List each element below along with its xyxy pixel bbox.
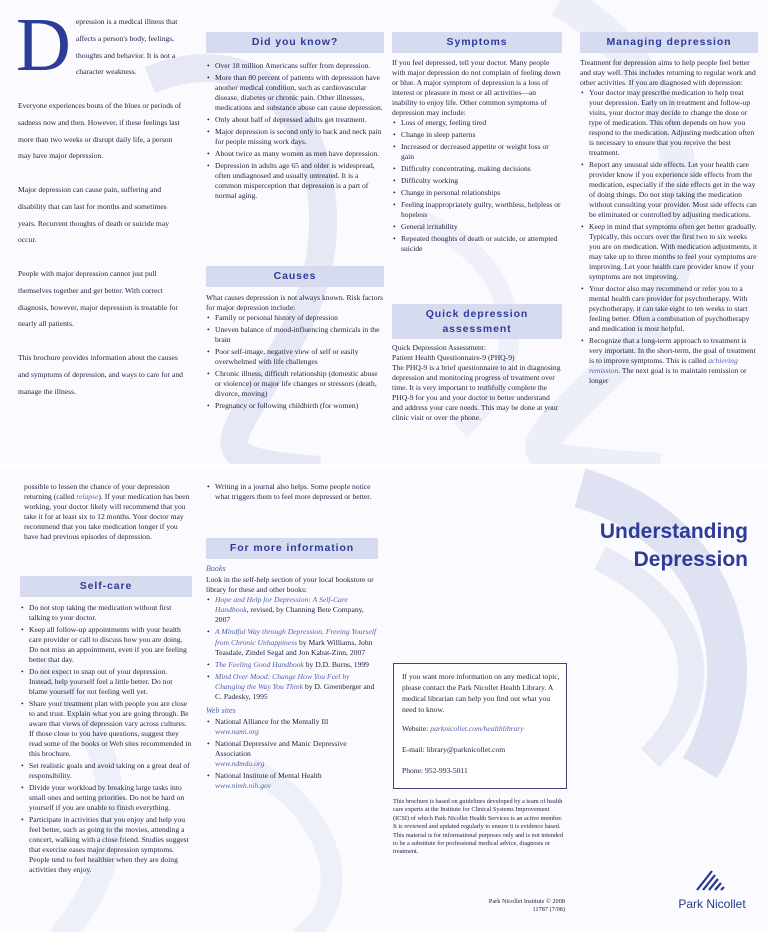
book-item: [206, 660, 378, 670]
website-name: National Institute of Mental Health: [215, 771, 322, 781]
list-item: • Writing in a journal also helps. Some people notice what triggers them to feel more depressed or better.: [206, 482, 376, 502]
quick-assessment-section: [392, 304, 562, 423]
book-item: [206, 672, 378, 702]
emphasis-text: achieving remission: [589, 356, 738, 376]
list-item: • Keep all follow-up appointments with your health care provider or call to discuss how you are doing. Do not miss an appointment, even if you are feeling better that day.: [20, 625, 192, 665]
journal-list: [206, 482, 376, 502]
symptoms-intro: If you feel depressed, tell your doctor. Many people with major depression do not complain of feeling down or blue. A major symptom of depression is a loss of interest or pleasure in most or all activities—an inability to enjoy life. Other common symptoms of depression may include:: [392, 57, 561, 117]
drop-cap: D: [16, 3, 71, 87]
website-name: National Depressive and Manic Depressive Association: [215, 739, 347, 759]
list-item: • Set realistic goals and avoid taking on a great deal of responsibility.: [20, 761, 192, 781]
managing-intro: Treatment for depression aims to help people feel better and stay well. This includes returning to regular work and other activities. If you are diagnosed with depression:: [580, 57, 756, 87]
list-item: • Difficulty concentrating, making decisions: [392, 164, 562, 174]
continued-paragraph: [24, 482, 190, 542]
list-item: • Depression in adults age 65 and older is widespread, often undiagnosed and usually untreated. It is a common misperception that depression is a part of normal aging.: [206, 161, 384, 201]
list-item: • Pregnancy or following childbirth (for women): [206, 401, 384, 411]
list-item: • Your doctor may prescribe medication to help treat your depression. Early on in treatment and follow-up visits, your doctor may decide to change the dose or type of medication. This often depends on how you respond to the medication. Adjusting medication often is necessary to ensure that you receive the best treatment.: [580, 88, 758, 158]
emphasis-text: relapse: [76, 492, 99, 502]
book-title: Mind Over Mood: Change How You Feel by Changing the Way You Think: [215, 671, 350, 691]
assessment-line: Quick Depression Assessment:: [392, 343, 487, 352]
contact-website: [402, 721, 560, 736]
list-item: • Your doctor also may recommend or refer you to a mental health care provider for psychotherapy. With psychotherapy, it can take eight to ten weeks to start feeling better. Often a combination of psychotherapy and medication is most helpful.: [580, 284, 758, 334]
disclaimer: [393, 798, 565, 857]
list-item-text: . The next goal is to maintain remission or longer: [589, 366, 747, 386]
list-item: • Share your treatment plan with people you are close to and trust. Explain what you are going through. Be aware that views of depression vary across cultures. If those close to you have questions, suggest they read some of the books or Web sites recommended in this brochure.: [20, 699, 192, 759]
bottom-panel: [0, 468, 768, 932]
book-item: [206, 627, 378, 657]
logo-text: Park Nicollet: [678, 897, 746, 912]
intro-paragraph: epression is a medical illness that affects a person's body, feelings, thoughts and behavior. It is not a character weakness.: [75, 17, 178, 77]
list-item: • Chronic illness, difficult relationship (domestic abuse or violence) or major life changes or stressors (death, divorce, moving): [206, 369, 384, 399]
website-name: National Alliance for the Mentally Ill: [215, 717, 329, 727]
managing-list: [580, 88, 758, 386]
causes-intro: What causes depression is not always known. Risk factors for major depression include:: [206, 292, 383, 312]
list-item: • Only about half of depressed adults get treatment.: [206, 115, 384, 125]
managing-heading: Managing depression: [580, 32, 758, 53]
managing-section: [580, 32, 758, 388]
list-item: • General irritability: [392, 222, 562, 232]
list-item: • Difficulty working: [392, 176, 562, 186]
title-line: Understanding: [599, 520, 748, 543]
list-item: • Over 18 million Americans suffer from depression.: [206, 61, 384, 71]
more-info-heading: For more information: [206, 538, 378, 559]
list-item: • About twice as many women as men have depression.: [206, 149, 384, 159]
list-item: • Do not stop taking the medication without first talking to your doctor.: [20, 603, 192, 623]
title-line: Depression: [633, 548, 748, 571]
intro-paragraph: People with major depression cannot just pull themselves together and get better. With correct diagnosis, however, major depression is treatable for nearly all patients.: [18, 268, 178, 329]
web-sites-label: Web sites: [206, 705, 236, 715]
website-link[interactable]: www.ndmda.org: [215, 759, 265, 769]
books-label: Books: [206, 563, 226, 573]
website-label: Website:: [402, 724, 431, 733]
list-item: • Participate in activities that you enjoy and help you feel better, such as going to the movies, attending a concert, walking with a close friend. Studies suggest that exercise eases major depression symptoms. People tend to feel healthier when they are doing activities they enjoy.: [20, 815, 192, 875]
cover-title: [580, 518, 748, 574]
website-item: [206, 739, 378, 769]
list-item: • Increased or decreased appetite or weight loss or gain: [392, 142, 562, 162]
journal-section: [206, 482, 376, 504]
copyright: Park Nicollet Institute © 2008: [488, 898, 565, 905]
contact-email: [402, 742, 560, 757]
list-item: • Divide your workload by breaking large tasks into small ones and setting priorities. Do not be hard on yourself if you are unable to finish everything.: [20, 783, 192, 813]
intro-paragraph: Major depression can cause pain, suffering and disability that can last for months and sometimes years. Recurrent thoughts of death or suicide may occur.: [18, 184, 169, 245]
phone-number: 952-993-5011: [425, 766, 468, 775]
contact-box: [393, 663, 567, 789]
website-item: [206, 717, 378, 737]
intro-paragraph: This brochure provides information about the causes and symptoms of depression, and ways to care for and manage the illness.: [18, 352, 183, 396]
document-code: 11787 (7/08): [532, 906, 565, 914]
causes-section: [206, 266, 384, 413]
park-nicollet-logo: [672, 868, 752, 913]
symptoms-list: [392, 118, 562, 254]
website-link[interactable]: parknicollet.com/healthlibrary: [430, 724, 524, 733]
list-item: • Keep in mind that symptoms often get better gradually. Typically, this occurs over the first two to six weeks you are on medication. With medication adjustments, it may take up to three months to feel your symptoms are improving. Let your health care provider know if your symptoms are not improving.: [580, 222, 758, 282]
did-you-know-section: [206, 32, 384, 203]
logo-icon: [695, 868, 729, 894]
web-sites-list: [206, 717, 378, 791]
books-list: [206, 595, 378, 701]
list-item: • Loss of energy, feeling tired: [392, 118, 562, 128]
text-span: possible to lessen the chance of your depression returning (called: [24, 482, 170, 502]
disclaimer-text: This brochure is based on guidelines developed by a team of health care experts at the Institute for Clinical Systems Improvement (ICSI) of which Park Nicollet Health Services is an active member. It is reviewed and updated regularly to ensure it is evidence based. This material is for informational purposes only and is not intended to be a substitute for professional medical advice, diagnosis or treatment.: [393, 798, 563, 856]
list-item: [580, 336, 758, 386]
website-item: [206, 771, 378, 791]
book-title: A Mindful Way through Depression, Freeing Yourself from Chronic Unhappiness: [215, 627, 377, 647]
phone-label: Phone:: [402, 766, 425, 775]
book-title: The Feeling Good Handbook: [215, 659, 304, 669]
quick-assessment-heading: Quick depression assessment: [392, 304, 562, 339]
book-author: by Mark Williams, John Teasdale, Zindel Segal and Jon Kabat-Zinn, 2007: [215, 637, 373, 657]
website-link[interactable]: www.nimh.nih.gov: [215, 781, 272, 791]
list-item: • Report any unusual side effects. Let your health care provider know if you experience side effects from the medication, especially if the side effects get in the way of doing things. Do not stop taking the medication without consulting your provider. Most side effects can be eliminated or controlled by adjusting medications.: [580, 160, 758, 220]
website-link[interactable]: www.nami.org: [215, 727, 259, 737]
continued-text: [24, 482, 190, 542]
top-panel: [0, 0, 768, 464]
book-author: , revised, by Channing Bete Company, 2007: [215, 605, 364, 625]
email-link[interactable]: library@parknicollet.com: [426, 745, 506, 754]
list-item: • Uneven balance of mood-influencing chemicals in the brain: [206, 325, 384, 345]
list-item: • Family or personal history of depression: [206, 313, 384, 323]
more-info-section: [206, 538, 378, 793]
book-author: by D.D. Burns, 1999: [303, 659, 369, 669]
self-care-list: [20, 603, 192, 875]
list-item: • More than 80 percent of patients with depression have another medical condition, such as cardiovascular disease, diabetes or chronic pain. Other illnesses, medications and substance abuse can cause depression.: [206, 73, 384, 113]
list-item: • Major depression is second only to back and neck pain for people missing work days.: [206, 127, 384, 147]
contact-phone: [402, 763, 560, 778]
intro-column: [16, 3, 186, 417]
list-item: • Change in sleep patterns: [392, 130, 562, 140]
email-label: E-mail:: [402, 745, 427, 754]
causes-heading: Causes: [206, 266, 384, 287]
self-care-section: [20, 576, 192, 877]
symptoms-section: [392, 32, 562, 256]
list-item-text: Recognize that a long-term approach to treatment is very important. In the short-term, the goal of treatment is to improve symptoms. This is called: [589, 336, 756, 366]
text-span: ). If your medication has been working, your doctor likely will recommend that you take it for at least six to 12 months. Your doctor may recommend that you take medication longer if you have had previous episodes of depression.: [24, 492, 190, 542]
did-you-know-list: [206, 61, 384, 201]
list-item: • Repeated thoughts of death or suicide, or attempted suicide: [392, 234, 562, 254]
did-you-know-heading: Did you know?: [206, 32, 384, 53]
assessment-text: The PHQ-9 is a brief questionnaire to aid in diagnosing depression and monitoring progress of treatment over time. It is very important to truthfully complete the PHQ-9 for you and your doctor to better understand and address your care needs. This may be done at your clinic visit or over the phone.: [392, 363, 561, 423]
list-item: • Change in personal relationships: [392, 188, 562, 198]
list-item: • Do not expect to snap out of your depression. Instead, help yourself feel a little better. Do not blame yourself for not feeling well yet.: [20, 667, 192, 697]
books-intro: Look in the self-help section of your local bookstore or library for these and other books:: [206, 575, 374, 595]
contact-text: If you want more information on any medical topic, please contact the Park Nicollet Health Library. A medical librarian can help you find out what you need to know.: [402, 672, 560, 714]
symptoms-heading: Symptoms: [392, 32, 562, 53]
intro-paragraph: Everyone experiences bouts of the blues or periods of sadness now and then. However, if these feelings last more than two weeks or disrupt daily life, a person may have major depression.: [18, 100, 182, 161]
book-item: [206, 595, 378, 625]
assessment-line: Patient Health Questionnaire-9 (PHQ-9): [392, 353, 515, 363]
list-item: • Poor self-image, negative view of self or easily overwhelmed with life challenges: [206, 347, 384, 367]
self-care-heading: Self-care: [20, 576, 192, 597]
book-title: Hope and Help for Depression: A Self-Care Handbook: [215, 595, 348, 615]
contact-info: [393, 663, 567, 789]
book-author: by D. Greenberger and C. Padesky, 1995: [215, 681, 375, 701]
footer: [420, 898, 565, 915]
list-item: • Feeling inappropriately guilty, worthless, helpless or hopeless: [392, 200, 562, 220]
causes-list: [206, 313, 384, 411]
